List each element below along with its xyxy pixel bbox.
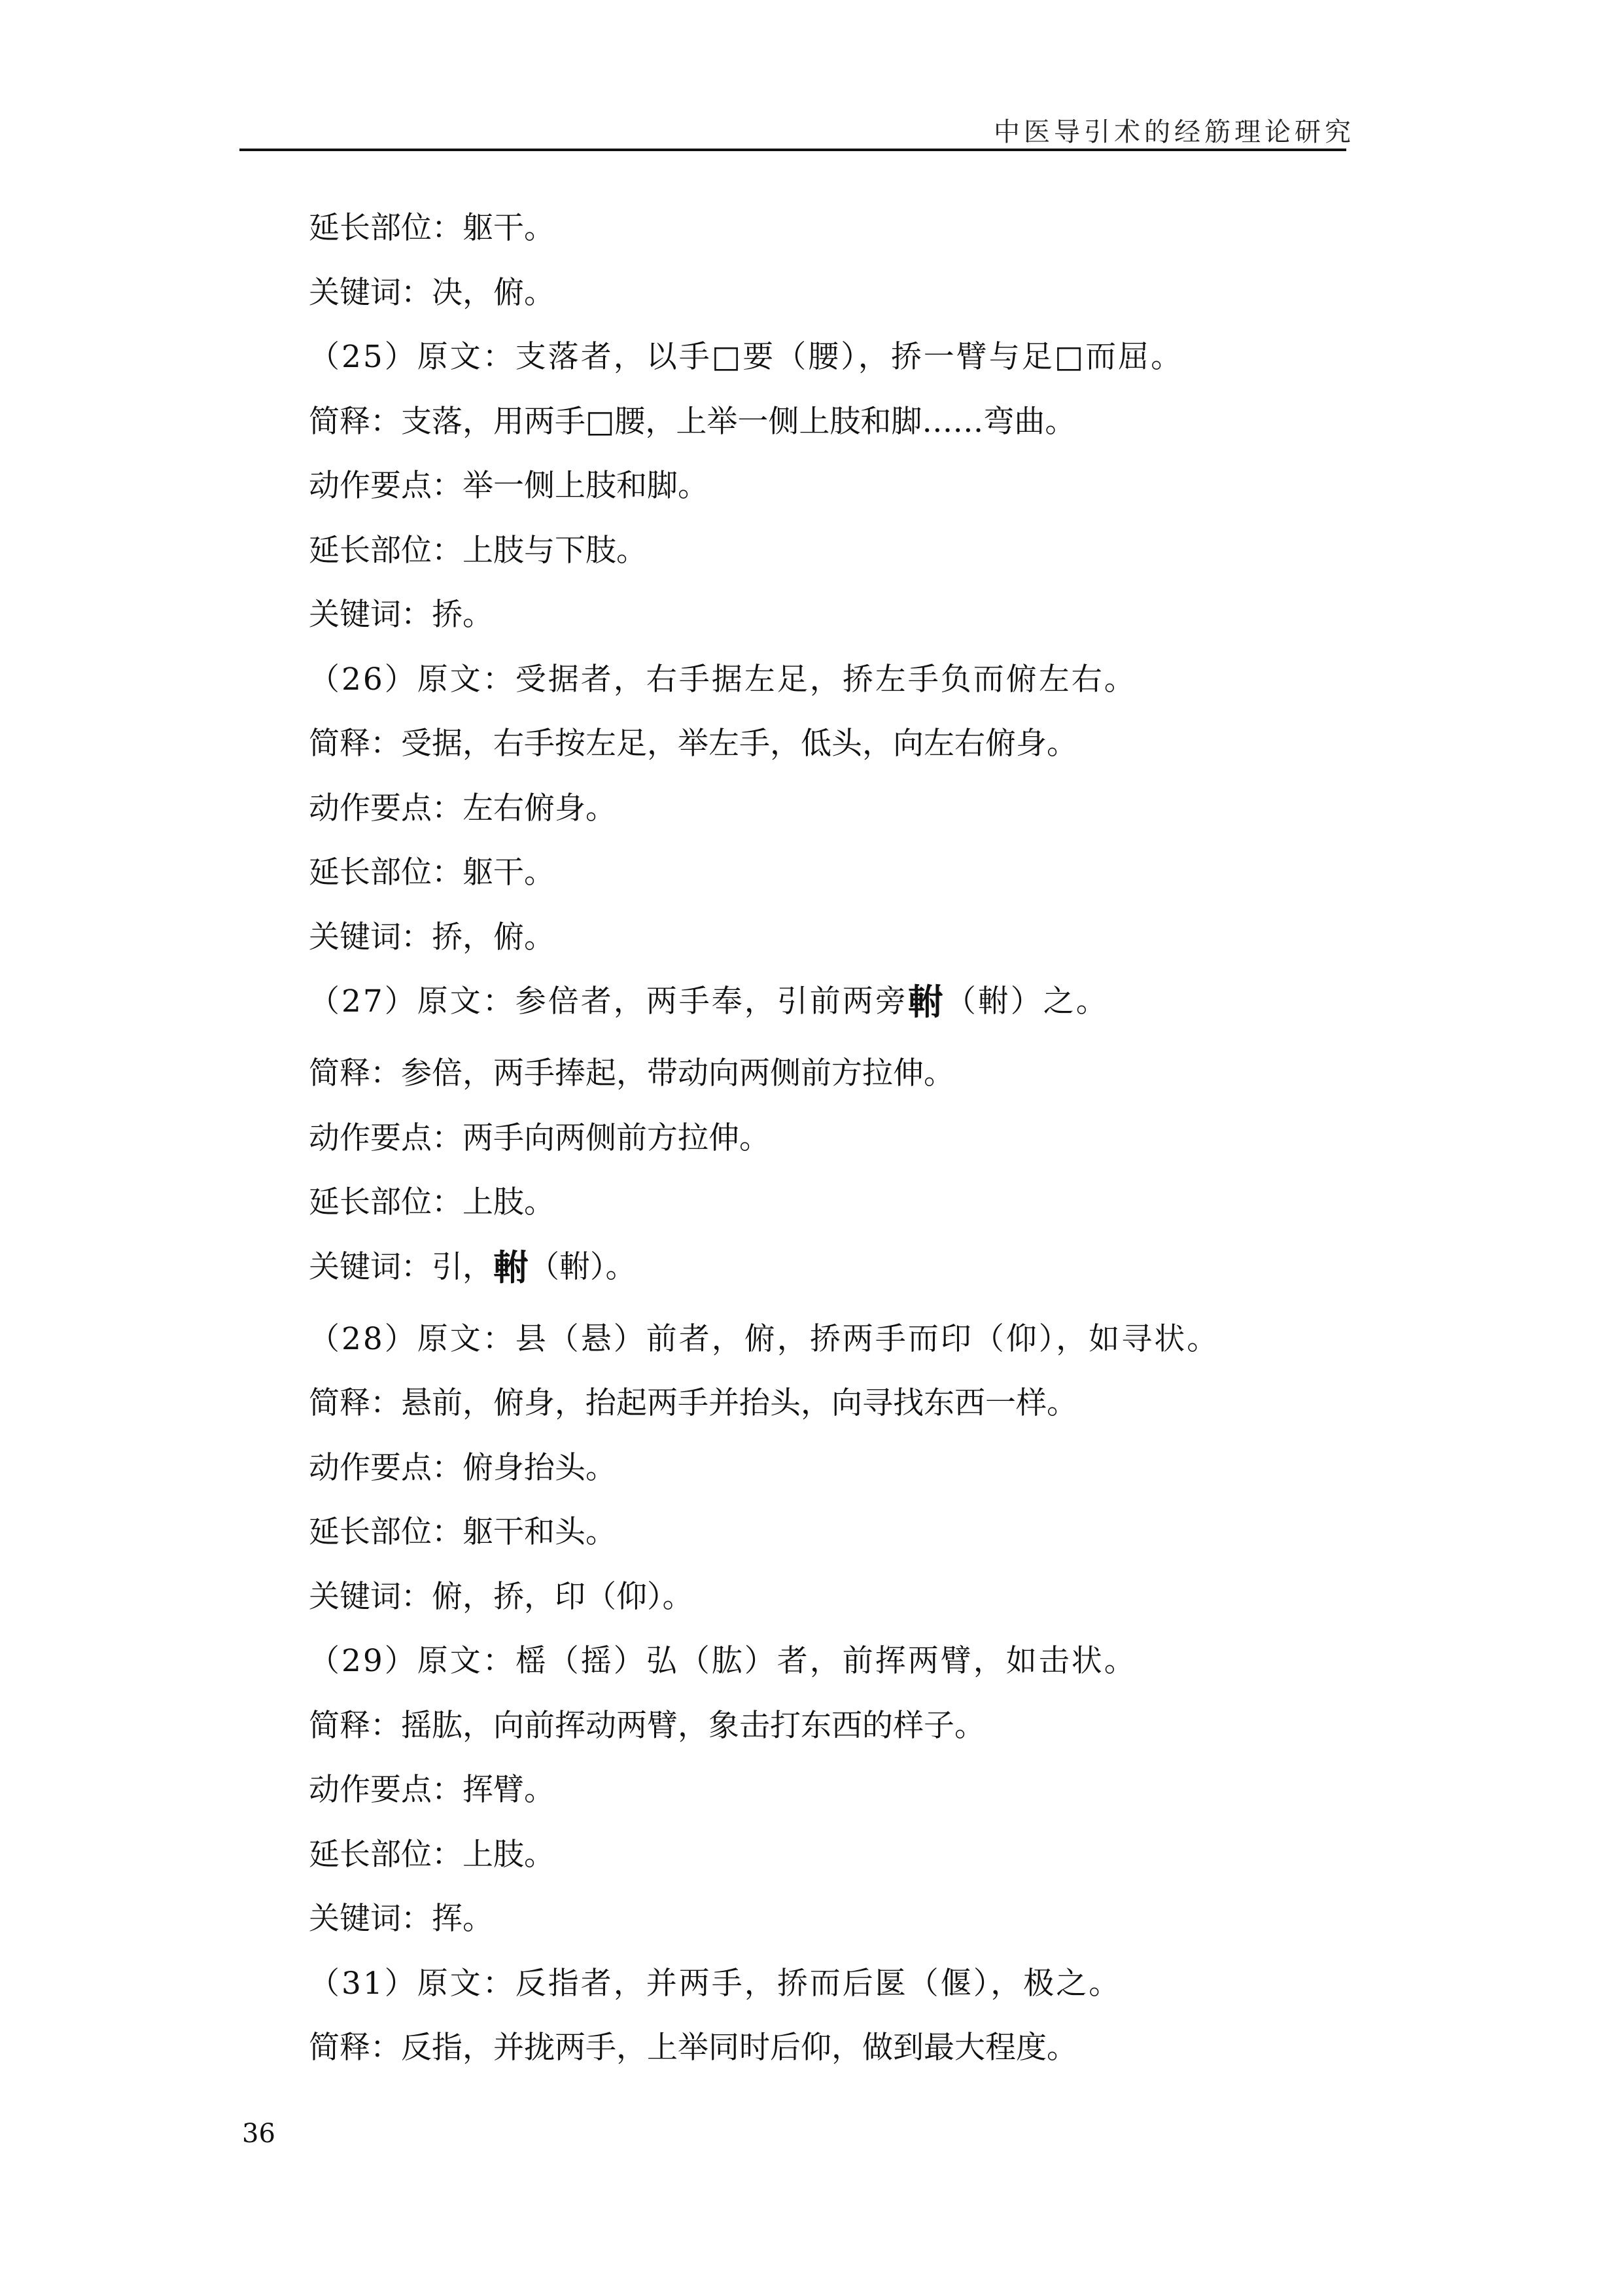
text-line: 关键词：挢。 bbox=[309, 597, 493, 633]
line-text: （軵）。 bbox=[529, 1248, 637, 1285]
text-line: 动作要点：俯身抬头。 bbox=[309, 1449, 616, 1486]
text-line: 关键词：决，俯。 bbox=[309, 274, 555, 311]
page-number: 36 bbox=[242, 2119, 275, 2149]
text-line: 延长部位：躯干和头。 bbox=[309, 1514, 616, 1550]
text-line: 延长部位：上肢。 bbox=[309, 1836, 555, 1873]
text-line: 延长部位：上肢。 bbox=[309, 1184, 555, 1220]
text-line: 简释：反指，并拢两手，上举同时后仰，做到最大程度。 bbox=[309, 2030, 1077, 2066]
text-line: 简释：参倍，两手捧起，带动向两侧前方拉伸。 bbox=[309, 1055, 954, 1091]
original-text-line: （31）原文：反指者，并两手，挢而后匽（偃），极之。 bbox=[309, 1965, 1122, 2002]
text-line: 关键词：挢，俯。 bbox=[309, 919, 555, 955]
text-line: 延长部位：躯干。 bbox=[309, 210, 555, 246]
text-line: 关键词：俯，挢，印（仰）。 bbox=[309, 1578, 693, 1615]
text-line: 动作要点：挥臂。 bbox=[309, 1772, 555, 1808]
header-rule bbox=[239, 149, 1346, 151]
text-line: 简释：受据，右手按左足，举左手，低头，向左右俯身。 bbox=[309, 726, 1077, 762]
text-line: 动作要点：两手向两侧前方拉伸。 bbox=[309, 1120, 770, 1156]
text-line: 简释：悬前，俯身，抬起两手并抬头，向寻找东西一样。 bbox=[309, 1385, 1077, 1421]
line-text: （軵）之。 bbox=[945, 983, 1109, 1019]
text-line: 关键词：挥。 bbox=[309, 1901, 493, 1937]
original-text-line bbox=[309, 978, 1329, 1050]
text-line: 延长部位：上肢与下肢。 bbox=[309, 532, 647, 569]
original-text-line: （28）原文：县（悬）前者，俯，挢两手而印（仰），如寻状。 bbox=[309, 1320, 1220, 1357]
text-line: 简释：摇肱，向前挥动两臂，象击打东西的样子。 bbox=[309, 1707, 985, 1744]
line-text: 关键词：引， bbox=[309, 1248, 493, 1285]
running-header: 中医导引术的经筋理论研究 bbox=[994, 117, 1355, 147]
original-text-line: （29）原文：榣（摇）弘（肱）者，前挥两臂，如击状。 bbox=[309, 1643, 1137, 1679]
text-line: 简释：支落，用两手□腰，上举一侧上肢和脚……弯曲。 bbox=[309, 403, 1076, 440]
text-line bbox=[309, 1244, 1329, 1316]
rare-glyph: 軵 bbox=[493, 1246, 529, 1288]
original-text-line: （26）原文：受据者，右手据左足，挢左手负而俯左右。 bbox=[309, 661, 1137, 698]
line-text: （27）原文：参倍者，两手奉，引前两旁 bbox=[309, 983, 908, 1019]
text-line: 延长部位：躯干。 bbox=[309, 855, 555, 891]
body-text bbox=[309, 205, 1329, 2089]
text-line: 动作要点：举一侧上肢和脚。 bbox=[309, 468, 708, 504]
original-text-line: （25）原文：支落者，以手□要（腰），挢一臂与足□而屈。 bbox=[309, 339, 1184, 375]
rare-glyph: 軵 bbox=[907, 981, 945, 1023]
text-line: 动作要点：左右俯身。 bbox=[309, 790, 616, 826]
